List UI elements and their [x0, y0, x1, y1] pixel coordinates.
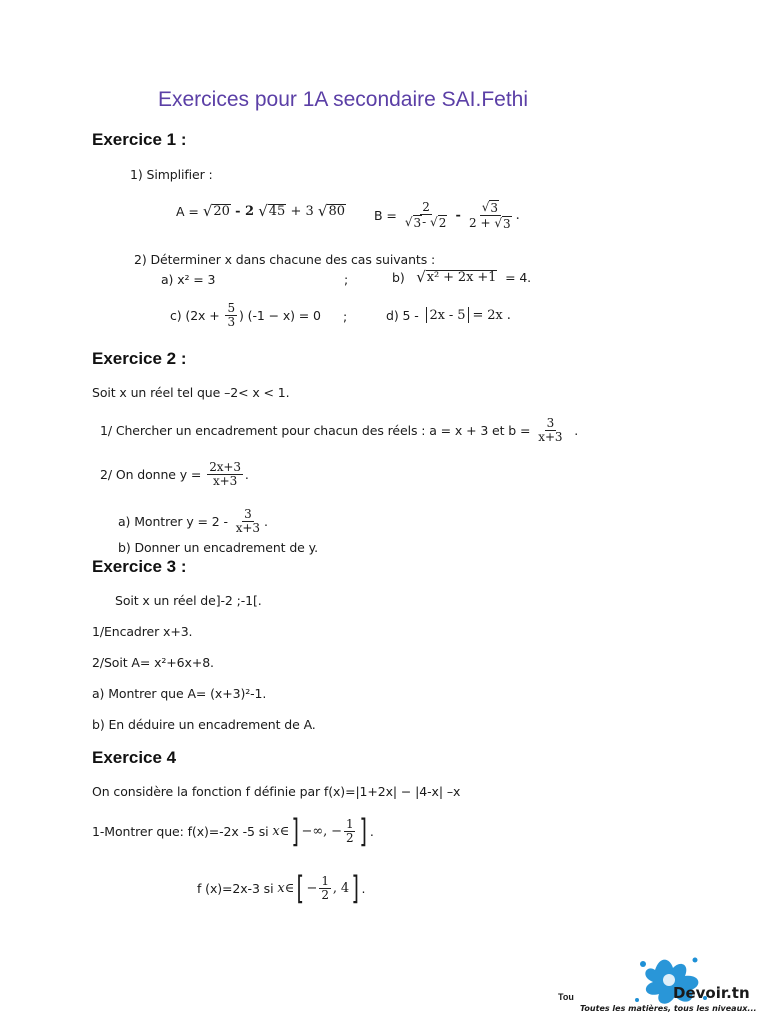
exercise-1-heading: Exercice 1 : — [92, 130, 187, 149]
ex1-separator-1: ; — [344, 272, 349, 287]
ex1-item-b: b) √ x² + 2x +1 = 4. — [392, 268, 532, 286]
ex1-item-c: c) (2x + $\frac{5}{3}$ ) (-1 − x) = 0 — [170, 301, 321, 329]
ex2-question-2: 2/ On donne y = $\frac{2x+3}{x+3}$ . — [100, 460, 249, 488]
exercise-2-heading: Exercice 2 : — [92, 349, 187, 368]
ex2-intro: Soit x un réel tel que –2< x < 1. — [92, 385, 290, 400]
ex1-expression-B: B = 2 √ 3 - √ 2 - √ 3 2 + √ 3 . — [374, 200, 520, 231]
logo-slogan: Toutes les matières, tous les niveaux... — [580, 1004, 757, 1013]
ex1-item-d: d) 5 - 2x - 5 = 2x . — [386, 307, 511, 323]
logo-text: Devoir.tn — [673, 984, 750, 1002]
ex3-line-4: b) En déduire un encadrement de A. — [92, 717, 316, 732]
ex1-expression-A: A = √ 20 - 2 √ 45 + 3 √ 80 — [176, 202, 345, 220]
ex3-intro: Soit x un réel de]-2 ;-1[. — [115, 593, 262, 608]
ex2-question-1: 1/ Chercher un encadrement pour chacun des réels : a = x + 3 et b = $\frac{3}{x+3}$ . — [100, 416, 579, 444]
ex4-line-2: f (x)=2x-3 si x ∈ [ − $\frac{1}{2}$ , 4 ] . — [197, 869, 366, 907]
ex3-line-1: 1/Encadrer x+3. — [92, 624, 193, 639]
ex4-line-1: 1-Montrer que: f(x)=-2x -5 si x ∈ ] −∞, − $\frac{1}{2}$ ] . — [92, 812, 374, 850]
ex3-line-2: 2/Soit A= x²+6x+8. — [92, 655, 214, 670]
exercise-4-heading: Exercice 4 — [92, 748, 177, 767]
footer-tou-text: Tou — [558, 992, 574, 1002]
ex1-separator-2: ; — [343, 309, 348, 324]
ex2-question-a: a) Montrer y = 2 - $\frac{3}{x+3}$ . — [118, 507, 268, 535]
ex4-intro: On considère la fonction f définie par f(x)=|1+2x| − |4-x| –x — [92, 784, 461, 799]
ex2-question-b: b) Donner un encadrement de y. — [118, 540, 319, 555]
ex1-item-a: a) x² = 3 — [161, 272, 216, 287]
devoir-tn-logo — [555, 950, 765, 1020]
exercise-3-heading: Exercice 3 : — [92, 557, 187, 576]
ex1-question-2: 2) Déterminer x dans chacune des cas suivants : — [134, 252, 436, 267]
ex3-line-3: a) Montrer que A= (x+3)²-1. — [92, 686, 267, 701]
ex1-question-1: 1) Simplifier : — [130, 167, 213, 182]
page-title: Exercices pour 1A secondaire SAI.Fethi — [158, 88, 529, 111]
